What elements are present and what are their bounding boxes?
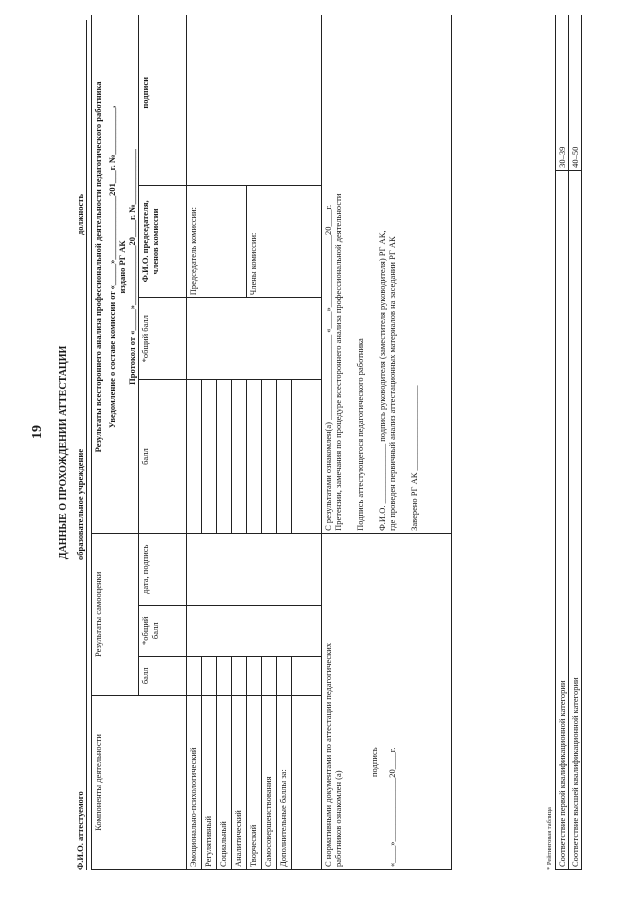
component-label: Самосовершенствования: [263, 776, 273, 867]
certified-line: Заверено РГ АК ____________________: [409, 385, 419, 531]
highest-category-label: [569, 170, 582, 869]
component-row: [232, 695, 247, 869]
self-ball-header: [139, 656, 187, 695]
rating-table-note: * Рейтинговая таблица: [546, 807, 553, 870]
teacher-signature-line: Подпись аттестующегося педагогического работника: [355, 338, 365, 531]
attestation-form: [55, 15, 640, 890]
self-total-header: [139, 605, 187, 656]
issued-by: издано РГ АК: [117, 240, 127, 294]
analysis-results-header: [92, 15, 139, 533]
fio-signature-line: Ф.И.О. ______________ подпись руководителя (заместителя руководителя) РГ АК,: [377, 230, 387, 531]
acquainted-text: С нормативными документами по аттестации педагогических работников ознакомлен (а): [323, 642, 343, 867]
commission-notice: Уведомление о составе комиссии от «_____»_______________201___г. №___________,: [107, 105, 117, 429]
where-text: где проведен первичный анализ аттестационных материалов на заседании РГ АК: [387, 236, 397, 531]
institution-label: образовательное учреждение: [75, 448, 85, 560]
date-line: «____»_______________20____г.: [387, 747, 397, 867]
highest-category-value-text: 40–50: [570, 146, 580, 168]
first-category-value: [556, 15, 569, 170]
analysis-results-text: Результаты всестороннего анализа профессиональной деятельности педагогического работника: [93, 81, 103, 453]
component-row: [277, 695, 292, 869]
component-row: [217, 695, 232, 869]
highest-category-text: Соответствие высшей квалификационной категории: [570, 677, 580, 867]
sign-label: подпись: [369, 747, 379, 777]
form-title: ДАННЫЕ О ПРОХОЖДЕНИИ АТТЕСТАЦИИ: [58, 345, 69, 560]
rating-table: [555, 15, 582, 870]
members-cell: [247, 185, 322, 298]
component-row: [262, 695, 277, 869]
component-row: [202, 695, 217, 869]
position-label: должность: [75, 194, 85, 235]
date-sign-text: дата, подпись: [140, 544, 150, 594]
attestation-table: [91, 15, 452, 870]
members-fio-text: Ф.И.О. председателя, членов комиссии: [140, 200, 160, 283]
page-number: 19: [30, 425, 45, 439]
first-category-label: [556, 170, 569, 869]
component-label: Регулятивный: [203, 816, 213, 867]
header-underline: [86, 20, 87, 870]
commission-total-text: *общий балл: [140, 315, 150, 363]
components-header: [92, 695, 187, 869]
components-header-text: Компоненты деятельности: [93, 734, 103, 831]
commission-ball-header: [139, 380, 187, 534]
claims-text: Претензии, замечания по процедуре всестороннего анализа профессиональной деятельности: [333, 193, 343, 531]
first-category-text: Соответствие первой квалификационной категории: [557, 680, 567, 867]
signatures-header: [139, 15, 187, 185]
acquaintance-cell: [322, 533, 452, 869]
component-label: Социальный: [218, 821, 228, 867]
commission-total-header: [139, 298, 187, 380]
self-ball-text: балл: [140, 667, 150, 685]
component-label: Эмоционально-психологический: [188, 747, 198, 867]
results-cell: [322, 15, 452, 533]
chairman-cell: [187, 185, 247, 298]
self-assessment-header-text: Результаты самооценки: [93, 571, 103, 658]
signatures-text: подписи: [140, 76, 150, 109]
component-row: [247, 695, 262, 869]
chairman-label: Председатель комиссии:: [188, 206, 198, 296]
rotated-form-area: [55, 15, 640, 890]
date-sign-header: [139, 533, 187, 605]
highest-category-value: [569, 15, 582, 170]
members-label: Члены комиссии:: [248, 232, 258, 296]
fio-label: Ф.И.О. аттестуемого: [75, 791, 85, 870]
component-label: Аналитический: [233, 810, 243, 867]
first-category-value-text: 30–39: [557, 146, 567, 168]
self-total-text: *общий балл: [140, 616, 160, 645]
results-acquainted: С результатами ознакомлен(а) ____________________ «____»_________________20____г.: [323, 204, 333, 531]
members-fio-header: [139, 185, 187, 298]
component-label: Дополнительные баллы за:: [278, 769, 288, 867]
component-label: Творческий: [248, 824, 258, 867]
component-row: [187, 695, 202, 869]
commission-ball-text: балл: [140, 448, 150, 465]
protocol-line: Протокол от «_____»______________20____г. №_____________: [127, 149, 137, 385]
self-assessment-header: [92, 533, 139, 695]
extra-points-row: [292, 695, 322, 869]
